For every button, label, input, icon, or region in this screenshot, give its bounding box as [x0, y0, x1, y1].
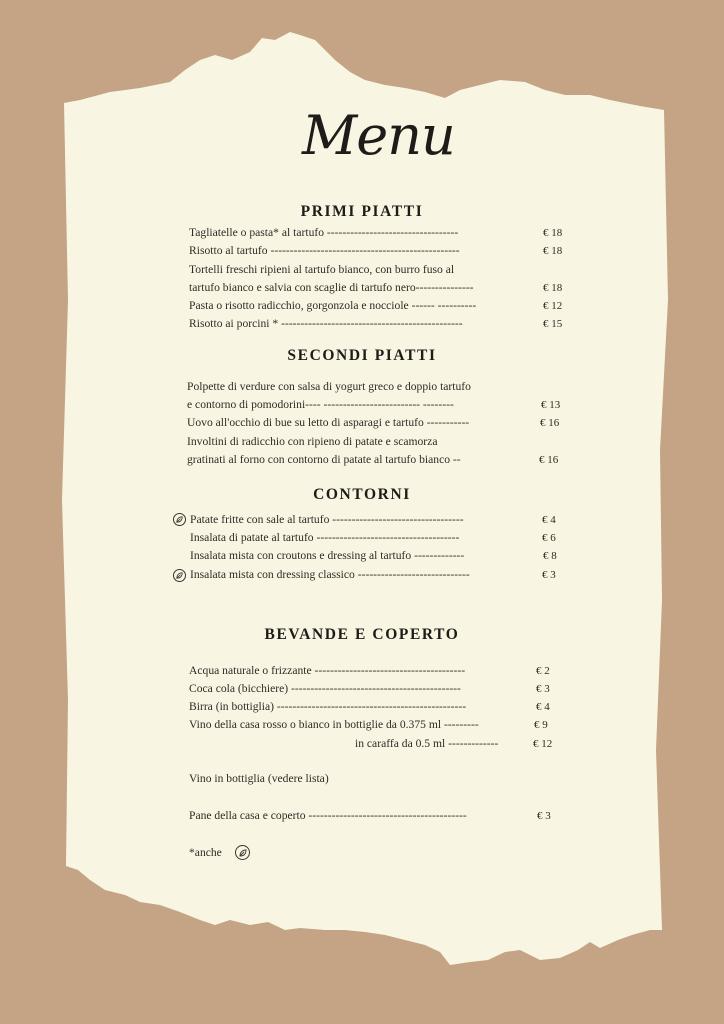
section-heading-secondi: SECONDI PIATTI — [287, 347, 437, 364]
menu-item: gratinati al forno con contorno di patate al tartufo bianco -- — [187, 453, 461, 466]
menu-item-price: € 6 — [542, 532, 556, 544]
menu-item: tartufo bianco e salvia con scaglie di tartufo nero--------------- — [189, 281, 474, 294]
menu-item-price: € 4 — [536, 701, 550, 713]
menu-item-price: € 15 — [543, 318, 563, 330]
menu-item-price: € 8 — [543, 550, 557, 562]
menu-item: Involtini di radicchio con ripieno di patate e scamorza — [187, 435, 438, 448]
menu-item: Uovo all'occhio di bue su letto di asparagi e tartufo ----------- — [187, 416, 470, 429]
menu-item: Insalata di patate al tartufo ------------------------------------- — [190, 531, 460, 544]
menu-item: Insalata mista con dressing classico ----------------------------- — [190, 568, 470, 581]
section-heading-contorni: CONTORNI — [313, 486, 411, 503]
menu-item: Tagliatelle o pasta* al tartufo ---------------------------------- — [189, 226, 459, 239]
menu-item: Patate fritte con sale al tartufo ---------------------------------- — [190, 513, 464, 526]
menu-item-price: € 13 — [541, 399, 561, 411]
menu-item: Pane della casa e coperto ----------------------------------------- — [189, 809, 467, 822]
menu-item: in caraffa da 0.5 ml ------------- — [355, 737, 499, 750]
menu-item: Coca cola (bicchiere) -------------------------------------------- — [189, 682, 461, 695]
menu-item-price: € 2 — [536, 665, 550, 677]
section-heading-bevande: BEVANDE E COPERTO — [264, 626, 460, 643]
menu-title: Menu — [302, 104, 455, 167]
menu-item: Birra (in bottiglia) ------------------------------------------------- — [189, 700, 467, 713]
menu-item-price: € 18 — [543, 245, 563, 257]
menu-item: Polpette di verdure con salsa di yogurt greco e doppio tartufo — [187, 380, 471, 393]
vegan-leaf-icon — [173, 569, 186, 582]
menu-item: Acqua naturale o frizzante --------------------------------------- — [189, 664, 466, 677]
menu-item-price: € 18 — [543, 282, 563, 294]
menu-item: Tortelli freschi ripieni al tartufo bianco, con burro fuso al — [189, 263, 455, 276]
section-heading-primi: PRIMI PIATTI — [300, 203, 424, 220]
menu-item-price: € 3 — [542, 569, 556, 581]
menu-item-price: € 12 — [543, 300, 563, 312]
vegan-leaf-icon — [173, 513, 186, 526]
menu-item: Insalata mista con croutons e dressing al tartufo ------------- — [190, 549, 465, 562]
menu-item: Vino della casa rosso o bianco in bottiglie da 0.375 ml --------- — [189, 718, 479, 731]
menu-item: Pasta o risotto radicchio, gorgonzola e nocciole ------ ---------- — [189, 299, 477, 312]
menu-item-price: € 16 — [540, 417, 560, 429]
menu-item-price: € 9 — [534, 719, 548, 731]
menu-item: Risotto al tartufo ------------------------------------------------- — [189, 244, 460, 257]
menu-item-price: € 4 — [542, 514, 556, 526]
footnote: *anche — [189, 846, 222, 859]
vegan-leaf-icon — [235, 845, 250, 860]
menu-item-price: € 3 — [537, 810, 551, 822]
menu-item: Risotto ai porcini * ----------------------------------------------- — [189, 317, 463, 330]
menu-item: e contorno di pomodorini---- ------------------------- -------- — [187, 398, 454, 411]
menu-item-price: € 16 — [539, 454, 559, 466]
menu-item-price: € 18 — [543, 227, 563, 239]
menu-item-price: € 12 — [533, 738, 553, 750]
menu-item: Vino in bottiglia (vedere lista) — [189, 772, 329, 785]
menu-item-price: € 3 — [536, 683, 550, 695]
